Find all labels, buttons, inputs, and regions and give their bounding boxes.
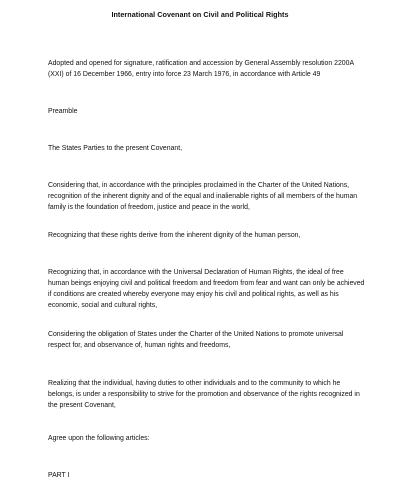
document-title: International Covenant on Civil and Political Rights <box>111 10 289 19</box>
part-heading: PART I <box>48 472 70 479</box>
preamble-heading: Preamble <box>48 108 78 115</box>
recognizing-rights-paragraph: Recognizing that these rights derive from the inherent dignity of the human person, <box>48 232 301 239</box>
realizing-duties-paragraph: Realizing that the individual, having duties to other individuals and to the community to which he belongs, is under a responsibility to strive for the promotion and observance of the rights recognized in the present Covenant, <box>48 380 360 409</box>
agree-articles-paragraph: Agree upon the following articles: <box>48 435 150 442</box>
recognizing-declaration-paragraph: Recognizing that, in accordance with the Universal Declaration of Human Rights, the ideal of free human beings enjoying civil and political freedom and freedom from fear and want can only be achieved if conditions are created whereby everyone may enjoy his civil and political rights, as well as his economic, social and cultural rights, <box>48 269 365 309</box>
considering-obligation-paragraph: Considering the obligation of States under the Charter of the United Nations to promote universal respect for, and observance of, human rights and freedoms, <box>48 331 344 349</box>
adoption-note: Adopted and opened for signature, ratification and accession by General Assembly resolution 2200A (XXI) of 16 December 1966, entry into force 23 March 1976, in accordance with Article 49 <box>48 60 354 78</box>
states-parties-paragraph: The States Parties to the present Covenant, <box>48 145 183 152</box>
considering-dignity-paragraph: Considering that, in accordance with the principles proclaimed in the Charter of the United Nations, recognition of the inherent dignity and of the equal and inalienable rights of all members of the human family is the foundation of freedom, justice and peace in the world, <box>48 182 358 211</box>
